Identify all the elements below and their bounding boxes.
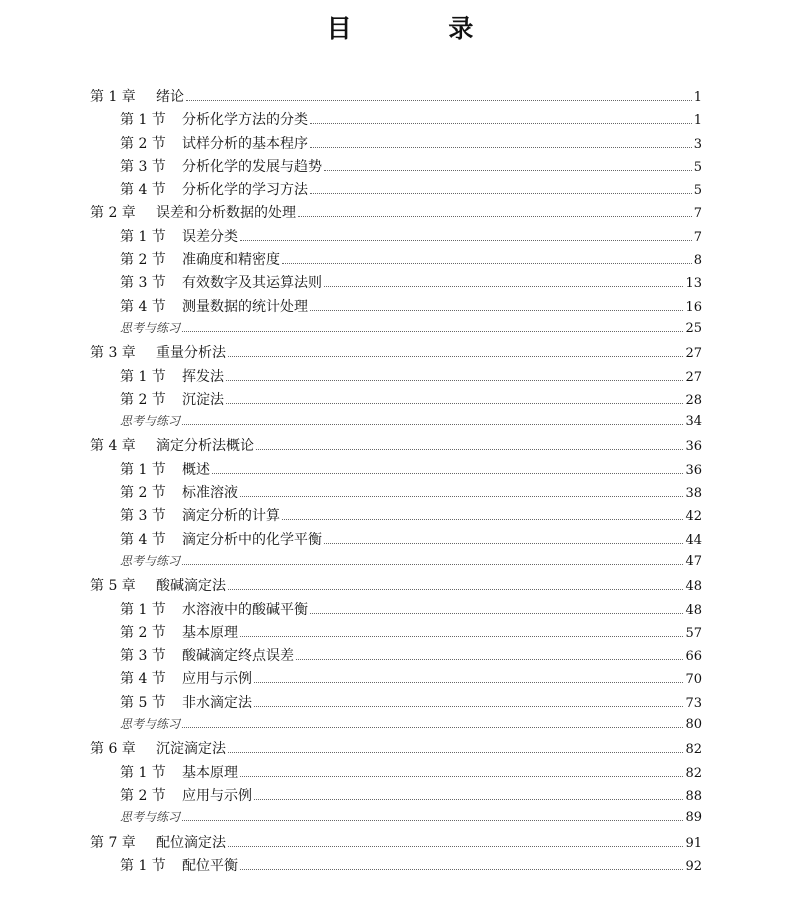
toc-entry-section [90, 855, 702, 878]
toc-page-number: 57 [685, 625, 702, 641]
toc-label [120, 459, 210, 479]
dot-leader [282, 519, 683, 520]
toc-entry-section [90, 389, 702, 412]
dot-leader [226, 380, 683, 381]
toc-entry-section [90, 762, 702, 785]
toc-page-number: 89 [685, 810, 702, 826]
toc-title: 测量数据的统计处理 [182, 298, 308, 315]
toc-page-number: 27 [685, 346, 702, 362]
toc-page-number: 8 [693, 253, 702, 269]
toc-number: 第 1 节 [120, 368, 166, 385]
toc-page-number: 80 [685, 717, 702, 733]
toc-number: 第 4 节 [120, 531, 166, 548]
toc-title: 准确度和精密度 [182, 252, 280, 269]
toc-label [120, 505, 280, 525]
toc-title: 思考与练习 [120, 810, 181, 825]
toc-label [120, 529, 322, 549]
toc-title: 挥发法 [182, 368, 224, 385]
toc-title: 试样分析的基本程序 [182, 135, 308, 152]
toc-label [90, 86, 184, 106]
toc-label [120, 156, 322, 176]
toc-label [90, 575, 226, 595]
toc-label [120, 319, 180, 336]
toc-page-number: 88 [685, 788, 702, 804]
toc-title: 应用与示例 [182, 671, 252, 688]
dot-leader [254, 682, 683, 683]
toc-title: 沉淀滴定法 [156, 741, 226, 758]
toc-page-number: 91 [685, 835, 702, 851]
toc-number: 第 4 节 [120, 182, 166, 199]
toc-title: 标准溶液 [182, 485, 238, 502]
toc-number: 第 2 节 [120, 485, 166, 502]
toc-entry-section [90, 692, 702, 715]
toc-number: 第 3 节 [120, 275, 166, 292]
dot-leader [228, 752, 683, 753]
toc-page-number: 13 [685, 276, 702, 292]
table-of-contents [90, 86, 702, 878]
toc-number: 第 5 节 [120, 694, 166, 711]
dot-leader [254, 706, 683, 707]
toc-label [120, 808, 180, 825]
toc-number: 第 4 节 [120, 298, 166, 315]
toc-number: 第 2 节 [120, 135, 166, 152]
toc-label [120, 552, 180, 569]
toc-label [120, 109, 308, 129]
toc-entry-section [90, 505, 702, 528]
toc-number: 第 2 节 [120, 787, 166, 804]
dot-leader [240, 636, 683, 637]
toc-title: 非水滴定法 [182, 694, 252, 711]
toc-title: 思考与练习 [120, 414, 181, 429]
toc-page-number: 48 [685, 579, 702, 595]
toc-page-number: 82 [685, 765, 702, 781]
toc-number: 第 5 章 [90, 578, 136, 595]
toc-title: 误差分类 [182, 228, 238, 245]
toc-entry-section [90, 109, 702, 132]
toc-number: 第 4 章 [90, 438, 136, 455]
toc-page-number: 66 [685, 649, 702, 665]
toc-page-number: 36 [685, 462, 702, 478]
toc-title: 滴定分析中的化学平衡 [182, 531, 322, 548]
toc-label [120, 249, 280, 269]
toc-entry-exercise [90, 552, 702, 575]
dot-leader [240, 240, 692, 241]
toc-number: 第 2 节 [120, 391, 166, 408]
toc-number: 第 2 节 [120, 624, 166, 641]
dot-leader [182, 727, 683, 728]
toc-entry-section [90, 249, 702, 272]
toc-title: 思考与练习 [120, 717, 181, 732]
toc-page-number: 82 [685, 742, 702, 758]
toc-page-number: 1 [693, 113, 702, 129]
toc-title: 酸碱滴定终点误差 [182, 648, 294, 665]
toc-entry-chapter [90, 86, 702, 109]
toc-label [120, 668, 252, 688]
toc-entry-section [90, 622, 702, 645]
toc-label [90, 435, 254, 455]
toc-label [90, 832, 226, 852]
dot-leader [310, 193, 692, 194]
toc-number: 第 1 节 [120, 764, 166, 781]
dot-leader [182, 424, 683, 425]
toc-label [90, 342, 226, 362]
toc-entry-section [90, 133, 702, 156]
toc-page-number: 27 [685, 369, 702, 385]
toc-entry-exercise [90, 319, 702, 342]
dot-leader [310, 310, 683, 311]
toc-label [120, 412, 180, 429]
toc-page-number: 44 [685, 532, 702, 548]
toc-number: 第 7 章 [90, 834, 136, 851]
toc-label [120, 785, 252, 805]
toc-number: 第 3 章 [90, 345, 136, 362]
toc-page-number: 25 [685, 320, 702, 336]
toc-entry-section [90, 668, 702, 691]
dot-leader [228, 356, 683, 357]
toc-number: 第 3 节 [120, 508, 166, 525]
toc-entry-exercise [90, 808, 702, 831]
toc-number: 第 2 节 [120, 252, 166, 269]
dot-leader [228, 846, 683, 847]
toc-title: 滴定分析法概论 [156, 438, 254, 455]
toc-title: 配位平衡 [182, 857, 238, 874]
dot-leader [254, 799, 683, 800]
dot-leader [324, 286, 683, 287]
toc-label [120, 855, 238, 875]
toc-page-number: 36 [685, 439, 702, 455]
toc-entry-chapter [90, 575, 702, 598]
toc-label [120, 179, 308, 199]
toc-entry-chapter [90, 832, 702, 855]
toc-number: 第 1 节 [120, 228, 166, 245]
toc-number: 第 1 节 [120, 857, 166, 874]
toc-title: 分析化学方法的分类 [182, 112, 308, 129]
page-title: 目 录 [326, 14, 518, 43]
dot-leader [324, 170, 692, 171]
toc-label [120, 622, 238, 642]
toc-number: 第 1 节 [120, 601, 166, 618]
toc-number: 第 3 节 [120, 158, 166, 175]
toc-title: 重量分析法 [156, 345, 226, 362]
toc-page-number: 28 [685, 392, 702, 408]
dot-leader [296, 659, 683, 660]
toc-page-number: 5 [693, 159, 702, 175]
dot-leader [310, 613, 683, 614]
toc-page-number: 1 [693, 90, 702, 105]
toc-title: 酸碱滴定法 [156, 578, 226, 595]
toc-label [90, 738, 226, 758]
dot-leader [226, 403, 683, 404]
dot-leader [240, 776, 683, 777]
toc-label [120, 645, 294, 665]
dot-leader [298, 216, 692, 217]
dot-leader [240, 496, 683, 497]
toc-page-number: 7 [693, 229, 702, 245]
dot-leader [256, 449, 683, 450]
toc-page-number: 38 [685, 486, 702, 502]
toc-entry-section [90, 179, 702, 202]
toc-title: 思考与练习 [120, 553, 181, 568]
toc-title: 基本原理 [182, 764, 238, 781]
toc-page-number: 16 [685, 299, 702, 315]
toc-entry-section [90, 272, 702, 295]
toc-page-number: 70 [685, 672, 702, 688]
toc-page-number: 92 [685, 858, 702, 874]
toc-label [120, 599, 308, 619]
toc-label [120, 482, 238, 502]
toc-label [120, 133, 308, 153]
dot-leader [212, 473, 683, 474]
dot-leader [282, 263, 692, 264]
toc-title: 有效数字及其运算法则 [182, 275, 322, 292]
toc-number: 第 1 节 [120, 112, 166, 129]
toc-number: 第 2 章 [90, 205, 136, 222]
toc-title: 水溶液中的酸碱平衡 [182, 601, 308, 618]
dot-leader [182, 331, 683, 332]
toc-number: 第 3 节 [120, 648, 166, 665]
toc-label [120, 272, 322, 292]
toc-entry-section [90, 296, 702, 319]
toc-label [120, 366, 224, 386]
toc-title: 分析化学的发展与趋势 [182, 158, 322, 175]
toc-label [120, 762, 238, 782]
toc-entry-chapter [90, 435, 702, 458]
toc-label [120, 692, 252, 712]
toc-label [120, 226, 238, 246]
toc-title: 概述 [182, 461, 210, 478]
toc-entry-section [90, 785, 702, 808]
toc-page-number: 48 [685, 602, 702, 618]
dot-leader [182, 820, 683, 821]
dot-leader [324, 543, 683, 544]
toc-label [120, 296, 308, 316]
toc-entry-section [90, 599, 702, 622]
toc-title: 思考与练习 [120, 320, 181, 335]
toc-page-number: 73 [685, 695, 702, 711]
toc-title: 应用与示例 [182, 787, 252, 804]
toc-label [120, 715, 180, 732]
toc-entry-section [90, 482, 702, 505]
dot-leader [310, 147, 692, 148]
toc-page-number: 34 [685, 414, 702, 430]
toc-number: 第 6 章 [90, 741, 136, 758]
toc-entry-section [90, 645, 702, 668]
toc-title: 沉淀法 [182, 391, 224, 408]
toc-number: 第 1 章 [90, 89, 136, 105]
dot-leader [186, 100, 692, 101]
toc-entry-section [90, 156, 702, 179]
toc-title: 误差和分析数据的处理 [156, 205, 296, 222]
toc-page-number: 5 [693, 183, 702, 199]
toc-entry-section [90, 226, 702, 249]
dot-leader [310, 123, 692, 124]
toc-label [90, 202, 296, 222]
toc-page-number: 7 [693, 206, 702, 222]
toc-page-number: 3 [693, 136, 702, 152]
toc-entry-chapter [90, 738, 702, 761]
toc-title: 绪论 [156, 89, 184, 105]
toc-page-number: 47 [685, 553, 702, 569]
toc-entry-exercise [90, 412, 702, 435]
toc-number: 第 1 节 [120, 461, 166, 478]
toc-entry-chapter [90, 342, 702, 365]
toc-title: 分析化学的学习方法 [182, 182, 308, 199]
toc-number: 第 4 节 [120, 671, 166, 688]
toc-entry-section [90, 366, 702, 389]
dot-leader [228, 589, 683, 590]
toc-page-number: 42 [685, 509, 702, 525]
toc-label [120, 389, 224, 409]
toc-entry-section [90, 529, 702, 552]
toc-entry-chapter [90, 202, 702, 225]
toc-entry-exercise [90, 715, 702, 738]
dot-leader [182, 564, 683, 565]
toc-title: 滴定分析的计算 [182, 508, 280, 525]
dot-leader [240, 869, 683, 870]
toc-entry-section [90, 459, 702, 482]
toc-title: 基本原理 [182, 624, 238, 641]
toc-title: 配位滴定法 [156, 834, 226, 851]
